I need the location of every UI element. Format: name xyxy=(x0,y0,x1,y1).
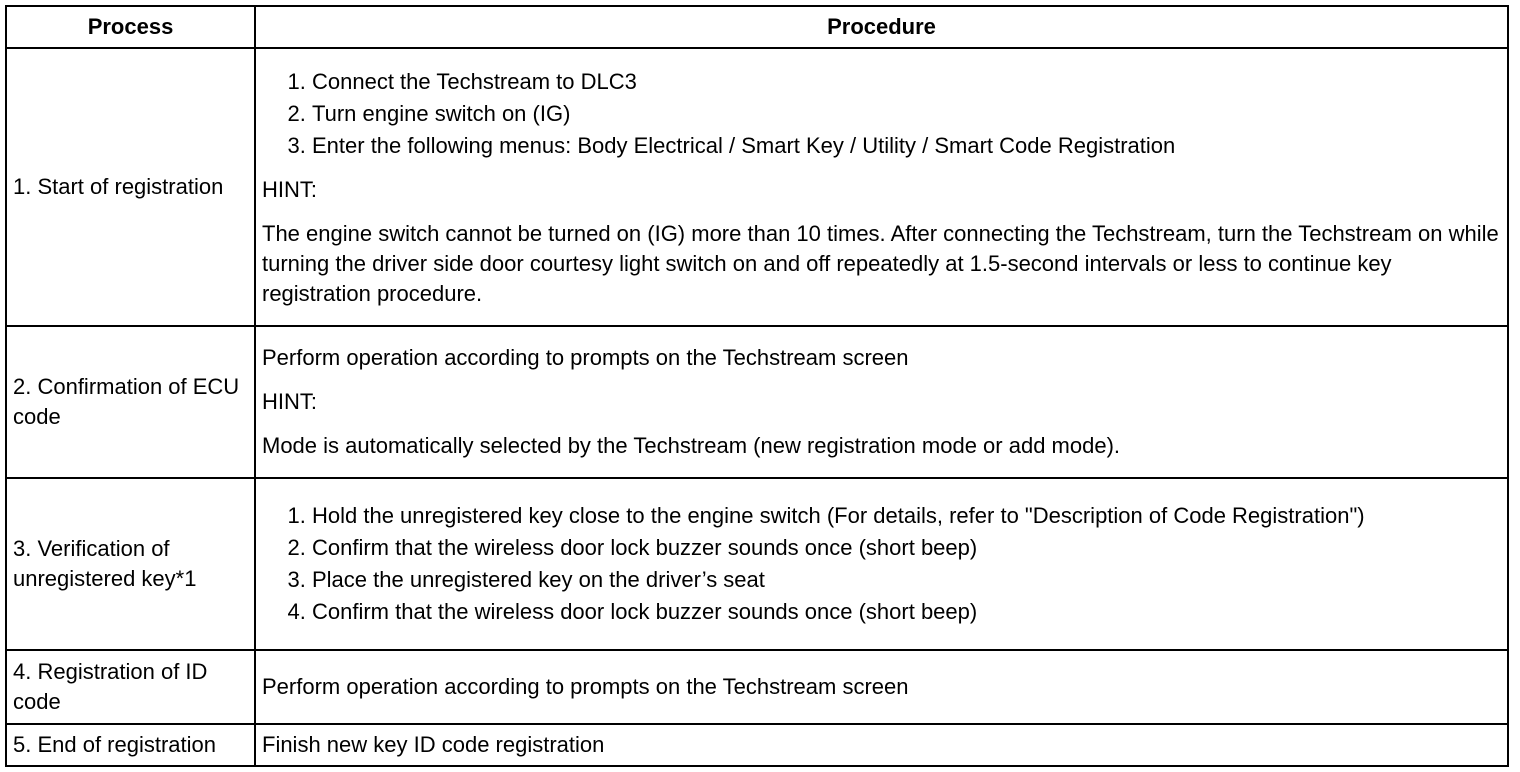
procedure-cell: Finish new key ID code registration xyxy=(255,724,1508,766)
step-item: 1. Hold the unregistered key close to the engine switch (For details, refer to "Description of Code Registration") xyxy=(312,501,1501,531)
procedure-cell xyxy=(255,478,1508,650)
header-row xyxy=(6,6,1508,48)
hint-label: HINT: xyxy=(262,177,317,202)
registration-procedure-table xyxy=(5,5,1509,767)
step-list xyxy=(262,501,1501,627)
table-row xyxy=(6,650,1508,724)
table-row xyxy=(6,48,1508,326)
table-row xyxy=(6,478,1508,650)
table-row xyxy=(6,326,1508,478)
procedure-cell: Perform operation according to prompts on the Techstream screen xyxy=(255,650,1508,724)
process-cell: 4. Registration of ID code xyxy=(6,650,255,724)
hint-text: Mode is automatically selected by the Techstream (new registration mode or add mode). xyxy=(262,433,1121,458)
procedure-cell xyxy=(255,326,1508,478)
step-list xyxy=(262,67,1501,161)
step-item: 2. Turn engine switch on (IG) xyxy=(312,99,1501,129)
process-column-header: Process xyxy=(6,6,255,48)
procedure-column-header: Procedure xyxy=(255,6,1508,48)
process-cell: 1. Start of registration xyxy=(6,48,255,326)
step-item: 2. Confirm that the wireless door lock buzzer sounds once (short beep) xyxy=(312,533,1501,563)
table-row xyxy=(6,724,1508,766)
procedure-text: Perform operation according to prompts on the Techstream screen xyxy=(262,345,909,370)
process-cell: 2. Confirmation of ECU code xyxy=(6,326,255,478)
hint-text: The engine switch cannot be turned on (IG) more than 10 times. After connecting the Techstream, turn the Techstream on while turning the driver side door courtesy light switch on and off repeatedly at 1.5-second intervals or less to continue key registration procedure. xyxy=(262,221,1499,306)
step-item: 4. Confirm that the wireless door lock buzzer sounds once (short beep) xyxy=(312,597,1501,627)
step-item: 1. Connect the Techstream to DLC3 xyxy=(312,67,1501,97)
hint-label: HINT: xyxy=(262,389,317,414)
process-cell: 5. End of registration xyxy=(6,724,255,766)
step-item: 3. Place the unregistered key on the driver’s seat xyxy=(312,565,1501,595)
step-item: 3. Enter the following menus: Body Electrical / Smart Key / Utility / Smart Code Registration xyxy=(312,131,1501,161)
process-cell: 3. Verification of unregistered key*1 xyxy=(6,478,255,650)
procedure-cell xyxy=(255,48,1508,326)
